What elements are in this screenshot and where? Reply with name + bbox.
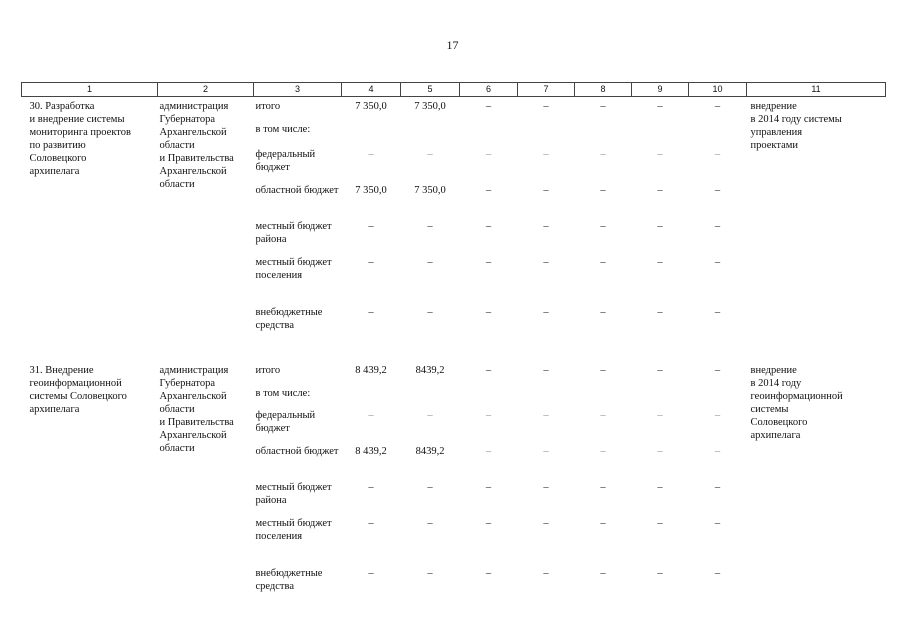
year-amount-cell: –: [485, 148, 492, 160]
year-amount-cell: –: [600, 567, 606, 579]
spacer-cell: [518, 339, 575, 361]
year-amount-cell: –: [714, 220, 721, 232]
result-text-line: внедрение: [750, 101, 797, 112]
total-amount-cell: 8 439,2: [355, 445, 387, 457]
funding-source-cell: областной бюджет: [255, 184, 339, 196]
year-amount-cell: –: [714, 567, 721, 579]
funding-source-cell: федеральный бюджет: [255, 409, 316, 434]
year-amount-cell: –: [714, 481, 721, 493]
year-amount-cell: [689, 384, 747, 406]
activity-text-line: Соловецкого: [29, 153, 87, 164]
year-amount-cell: –: [543, 184, 549, 196]
executor-text-line: области: [159, 403, 195, 415]
total-amount-cell: 7 350,0: [355, 101, 387, 112]
funding-source-cell: местный бюджет района: [255, 481, 332, 506]
table-row: [22, 97, 886, 120]
year-amount-cell: –: [543, 148, 549, 160]
executor-text-line: и Правительства: [159, 153, 234, 164]
executor-text-line: и Правительства: [159, 416, 234, 428]
year-amount-cell: –: [714, 306, 721, 318]
column-header: 2: [158, 83, 254, 97]
spacer-cell: [401, 339, 460, 361]
year-amount-cell: –: [600, 101, 606, 112]
year-amount-cell: –: [600, 409, 606, 421]
year-amount-cell: [460, 384, 518, 406]
executor-text-line: Архангельской: [159, 429, 227, 441]
expected-result-cell: [747, 361, 886, 600]
activity-text-line: 30. Разработка: [29, 101, 95, 112]
year-amount-cell: –: [485, 184, 492, 196]
year-amount-cell: [575, 384, 632, 406]
year-amount-cell: –: [600, 148, 606, 160]
funding-source-cell: итого: [255, 101, 281, 112]
funding-source-cell: итого: [255, 364, 281, 376]
year-amount-cell: –: [427, 517, 433, 529]
total-amount-cell: –: [368, 148, 374, 160]
column-header: 10: [689, 83, 747, 97]
year-amount-cell: 7 350,0: [414, 184, 446, 196]
total-amount-cell: 7 350,0: [355, 184, 387, 196]
year-amount-cell: –: [485, 517, 492, 529]
spacer-cell: [689, 339, 747, 361]
year-amount-cell: –: [600, 517, 606, 529]
activity-text-line: и внедрение системы: [29, 114, 125, 125]
funding-source-cell: местный бюджет поселения: [255, 517, 332, 542]
result-text-line: управления: [750, 127, 803, 138]
result-text-line: в 2014 году системы: [750, 114, 842, 125]
executor-text-line: администрация: [159, 101, 229, 112]
spacer-cell: [632, 339, 689, 361]
year-amount-cell: –: [600, 445, 606, 457]
year-amount-cell: –: [600, 184, 606, 196]
year-amount-cell: [632, 384, 689, 406]
year-amount-cell: –: [600, 220, 606, 232]
year-amount-cell: –: [600, 481, 606, 493]
year-amount-cell: –: [485, 409, 492, 421]
activity-text-line: по развитию: [29, 140, 86, 151]
funding-source-cell: местный бюджет района: [255, 220, 332, 245]
result-text-line: Соловецкого: [750, 416, 808, 428]
year-amount-cell: –: [600, 256, 606, 268]
total-amount-cell: –: [368, 481, 374, 493]
total-amount-cell: [342, 384, 401, 406]
column-header: 4: [342, 83, 401, 97]
spacer-cell: [575, 339, 632, 361]
executor-cell: [158, 97, 254, 339]
year-amount-cell: –: [543, 306, 549, 318]
year-amount-cell: [689, 120, 747, 145]
executor-text-line: Архангельской: [159, 127, 227, 138]
year-amount-cell: –: [657, 481, 663, 493]
year-amount-cell: –: [657, 409, 663, 421]
page-number: 17: [446, 38, 459, 52]
year-amount-cell: –: [543, 101, 549, 112]
executor-text-line: области: [159, 179, 195, 190]
year-amount-cell: –: [714, 101, 721, 112]
year-amount-cell: –: [485, 256, 492, 268]
result-text-line: системы: [750, 403, 789, 415]
year-amount-cell: –: [714, 517, 721, 529]
year-amount-cell: –: [657, 256, 663, 268]
executor-text-line: области: [159, 442, 195, 454]
spacer-cell: [254, 339, 342, 361]
year-amount-cell: –: [543, 364, 549, 376]
spacer-cell: [342, 339, 401, 361]
column-header: 1: [22, 83, 158, 97]
year-amount-cell: –: [714, 184, 721, 196]
year-amount-cell: [401, 384, 460, 406]
year-amount-cell: –: [714, 364, 721, 376]
year-amount-cell: –: [600, 306, 606, 318]
total-amount-cell: –: [368, 567, 374, 579]
total-amount-cell: –: [368, 256, 374, 268]
activity-text-line: архипелага: [29, 403, 80, 415]
year-amount-cell: –: [543, 409, 549, 421]
year-amount-cell: 8439,2: [415, 364, 445, 376]
activity-text-line: 31. Внедрение: [29, 364, 94, 376]
year-amount-cell: –: [543, 445, 549, 457]
year-amount-cell: –: [543, 517, 549, 529]
activity-cell: [22, 361, 158, 600]
spacer-cell: [22, 339, 158, 361]
year-amount-cell: –: [427, 256, 433, 268]
funding-source-cell: областной бюджет: [255, 445, 339, 457]
program-table: [21, 82, 886, 600]
year-amount-cell: –: [485, 364, 492, 376]
table-row: [22, 361, 886, 384]
year-amount-cell: –: [427, 220, 433, 232]
executor-text-line: Архангельской: [159, 390, 227, 402]
result-text-line: геоинформационной: [750, 390, 843, 402]
column-header: 9: [632, 83, 689, 97]
executor-text-line: Архангельской: [159, 166, 227, 177]
total-amount-cell: [342, 120, 401, 145]
column-number-row: [22, 83, 886, 97]
funding-source-cell: внебюджетные средства: [255, 306, 323, 331]
year-amount-cell: –: [657, 445, 663, 457]
activity-text-line: архипелага: [29, 166, 80, 177]
column-header: 7: [518, 83, 575, 97]
year-amount-cell: –: [485, 567, 492, 579]
executor-cell: [158, 361, 254, 600]
year-amount-cell: –: [485, 306, 492, 318]
result-text-line: внедрение: [750, 364, 797, 376]
block-spacer: [22, 339, 886, 361]
total-amount-cell: 8 439,2: [355, 364, 387, 376]
year-amount-cell: –: [657, 517, 663, 529]
activity-text-line: мониторинга проектов: [29, 127, 131, 138]
year-amount-cell: –: [485, 101, 492, 112]
funding-source-cell: в том числе:: [255, 123, 311, 135]
total-amount-cell: –: [368, 220, 374, 232]
year-amount-cell: –: [427, 148, 433, 160]
year-amount-cell: –: [427, 409, 433, 421]
year-amount-cell: –: [427, 306, 433, 318]
expected-result-cell: [747, 97, 886, 339]
year-amount-cell: –: [543, 567, 549, 579]
funding-source-cell: в том числе:: [255, 387, 311, 399]
year-amount-cell: –: [714, 256, 721, 268]
year-amount-cell: –: [714, 409, 721, 421]
year-amount-cell: [632, 120, 689, 145]
spacer-cell: [158, 339, 254, 361]
funding-source-cell: местный бюджет поселения: [255, 256, 332, 281]
year-amount-cell: –: [543, 256, 549, 268]
executor-text-line: области: [159, 140, 195, 151]
year-amount-cell: –: [714, 148, 721, 160]
spacer-cell: [747, 339, 886, 361]
year-amount-cell: –: [714, 445, 721, 457]
executor-text-line: администрация: [159, 364, 229, 376]
column-header: 11: [747, 83, 886, 97]
activity-cell: [22, 97, 158, 339]
year-amount-cell: –: [427, 567, 433, 579]
year-amount-cell: –: [657, 220, 663, 232]
column-header: 3: [254, 83, 342, 97]
funding-source-cell: федеральный бюджет: [255, 148, 316, 173]
funding-source-cell: внебюджетные средства: [255, 567, 323, 592]
total-amount-cell: –: [368, 409, 374, 421]
year-amount-cell: [518, 120, 575, 145]
year-amount-cell: –: [657, 184, 663, 196]
result-text-line: архипелага: [750, 429, 801, 441]
year-amount-cell: –: [657, 364, 663, 376]
year-amount-cell: –: [657, 101, 663, 112]
executor-text-line: Губернатора: [159, 377, 216, 389]
column-header: 5: [401, 83, 460, 97]
spacer-cell: [460, 339, 518, 361]
total-amount-cell: –: [368, 517, 374, 529]
year-amount-cell: 8439,2: [415, 445, 445, 457]
result-text-line: в 2014 году: [750, 377, 802, 389]
activity-text-line: геоинформационной: [29, 377, 122, 389]
activity-text-line: системы Соловецкого: [29, 390, 127, 402]
year-amount-cell: –: [657, 567, 663, 579]
year-amount-cell: –: [543, 220, 549, 232]
year-amount-cell: –: [485, 220, 492, 232]
total-amount-cell: –: [368, 306, 374, 318]
year-amount-cell: [518, 384, 575, 406]
year-amount-cell: [575, 120, 632, 145]
year-amount-cell: 7 350,0: [414, 101, 446, 112]
column-header: 6: [460, 83, 518, 97]
year-amount-cell: –: [485, 481, 492, 493]
column-header: 8: [575, 83, 632, 97]
executor-text-line: Губернатора: [159, 114, 216, 125]
year-amount-cell: [401, 120, 460, 145]
year-amount-cell: –: [485, 445, 492, 457]
year-amount-cell: –: [600, 364, 606, 376]
year-amount-cell: –: [427, 481, 433, 493]
year-amount-cell: –: [543, 481, 549, 493]
result-text-line: проектами: [750, 140, 799, 151]
year-amount-cell: [460, 120, 518, 145]
year-amount-cell: –: [657, 306, 663, 318]
year-amount-cell: –: [657, 148, 663, 160]
